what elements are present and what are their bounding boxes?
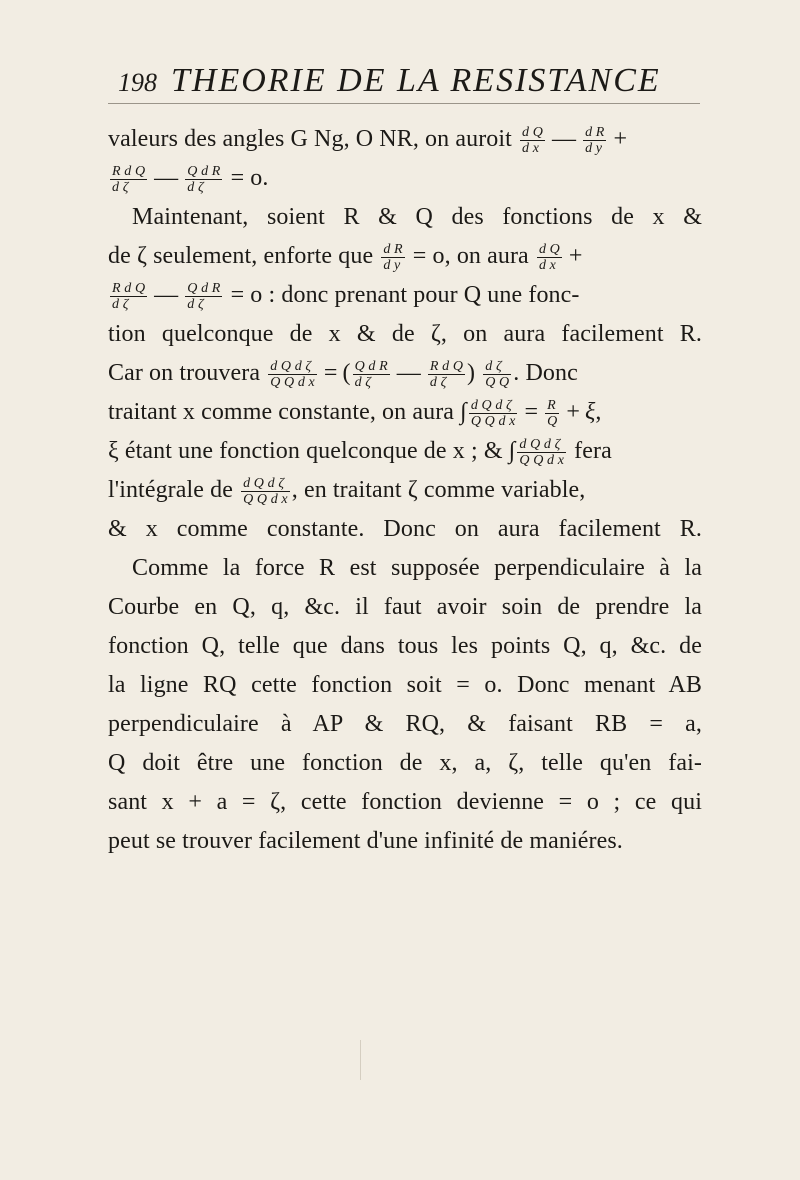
fraction: $\frac{\text{d Q}}{\text{d x}}$ [522, 124, 543, 156]
text-line [108, 783, 702, 822]
fraction: $\frac{\text{d R}}{\text{d y}}$ [585, 124, 605, 156]
running-title: THEORIE DE LA RESISTANCE [171, 62, 661, 99]
text-span: tion quelconque de x & de ζ, on aura facilement R. [108, 321, 702, 347]
text-span: , en traitant ζ comme variable, [291, 477, 586, 503]
fraction: $\frac{R}{Q}$ [547, 397, 558, 429]
text-line: ξ étant une fonction quelconque de x ; & ∫ $\frac{\text{d Q d ζ}}{\text{Q Q d x}}$ fera [108, 436, 612, 468]
fraction: $\frac{\text{Q d R}}{\text{d ζ}}$ [187, 163, 221, 195]
fraction: $\frac{\text{d Q d ζ}}{\text{Q Q d x}}$ [243, 475, 288, 507]
text-span: & x comme constante. Donc on aura facilement R. [108, 516, 702, 542]
text-line [108, 471, 702, 510]
fraction: $\frac{\text{R d Q}}{\text{d ζ}}$ [112, 280, 146, 312]
text-span: Maintenant, soient R & Q des fonctions de x & [132, 204, 702, 230]
text-line: Car on trouvera $\frac{\text{d Q d ζ}}{\text{Q Q d x}}$ = ( $\frac{\text{Q d R}}{\text{d ζ}}$ — $\frac{\text{R d Q}}{\text{d ζ}}$ ) $\frac{\text{d ζ}}{\text{Q Q}}$ . Donc [108, 358, 578, 390]
text-span: peut se trouver facilement d'une infinité de maniéres. [108, 828, 623, 854]
fraction: $\frac{\text{Q d R}}{\text{d ζ}}$ [354, 358, 388, 390]
text-span: = o. [230, 165, 269, 191]
fraction: $\frac{\text{d Q d ζ}}{\text{Q Q d x}}$ [270, 358, 315, 390]
text-span: Donc [525, 360, 578, 386]
text-span: fonction Q, telle que dans tous les points Q, q, &c. de [108, 633, 702, 659]
text-span: Comme la force R est supposée perpendiculaire à la [132, 555, 702, 581]
text-span: Car on trouvera [108, 360, 261, 386]
show-through-mark [360, 1040, 369, 1080]
text-line [108, 588, 702, 627]
fraction: $\frac{\text{Q d R}}{\text{d ζ}}$ [187, 280, 221, 312]
text-line [108, 666, 702, 705]
text-line [108, 822, 702, 861]
text-span: valeurs des angles G Ng, O NR, on auroit [108, 126, 512, 152]
text-line [108, 315, 702, 354]
text-span: la ligne RQ cette fonction soit = o. Donc menant AB [108, 672, 702, 698]
text-span: l'intégrale de [108, 477, 233, 503]
page-number: 198 [118, 68, 157, 97]
text-line: valeurs des angles G Ng, O NR, on auroit $\frac{\text{d Q}}{\text{d x}}$ — $\frac{\text{d R}}{\text{d y}}$ + [108, 124, 628, 156]
text-span: Courbe en Q, q, &c. il faut avoir soin de prendre la [108, 594, 702, 620]
header-rule [108, 103, 700, 104]
text-span: fera [574, 438, 612, 464]
text-span: sant x + a = ζ, cette fonction devienne = o ; ce qui [108, 789, 702, 815]
text-span: Q doit être une fonction de x, a, ζ, telle qu'en fai- [108, 750, 702, 776]
text-span: perpendiculaire à AP & RQ, & faisant RB = a, [108, 711, 702, 737]
fraction: $\frac{\text{d Q}}{\text{d x}}$ [538, 241, 560, 273]
page-header [118, 62, 698, 100]
fraction: $\frac{\text{d R}}{\text{d y}}$ [383, 241, 403, 273]
text-span: de ζ seulement, enforte que [108, 243, 374, 269]
text-line: $\frac{\text{R d Q}}{\text{d ζ}}$ — $\frac{\text{Q d R}}{\text{d ζ}}$ = o : donc prenant pour Q une fonc- [112, 280, 580, 312]
text-line: $\frac{\text{R d Q}}{\text{d ζ}}$ — $\frac{\text{Q d R}}{\text{d ζ}}$ = o. [112, 163, 269, 195]
fraction: $\frac{\text{d Q d ζ}}{\text{Q Q d x}}$ [519, 436, 565, 468]
text-line [108, 510, 702, 549]
text-span: = o, on aura [412, 243, 529, 269]
text-span: traitant x comme constante, on aura [108, 399, 455, 425]
fraction: $\frac{\text{d Q d ζ}}{\text{Q Q d x}}$ [470, 397, 516, 429]
text-line [108, 744, 702, 783]
text-line: traitant x comme constante, on aura ∫ $\frac{\text{d Q d ζ}}{\text{Q Q d x}}$ = $\frac{R}{Q}$ + ξ, [108, 397, 602, 429]
text-line [108, 627, 702, 666]
text-line [108, 198, 702, 237]
fraction: $\frac{\text{d ζ}}{\text{Q Q}}$ [485, 358, 510, 390]
fraction: $\frac{\text{R d Q}}{\text{d ζ}}$ [112, 163, 146, 195]
fraction: $\frac{\text{R d Q}}{\text{d ζ}}$ [429, 358, 464, 390]
body-text [108, 120, 702, 861]
text-line: de ζ seulement, enforte que $\frac{\text{d R}}{\text{d y}}$ = o, on aura $\frac{\text{d Q}}{\text{d x}}$ + [108, 241, 583, 273]
text-span: = o : donc prenant pour Q une fonc- [230, 282, 580, 308]
text-line [108, 549, 702, 588]
text-span: ξ étant une fonction quelconque de x ; & [108, 438, 503, 464]
text-line [108, 705, 702, 744]
